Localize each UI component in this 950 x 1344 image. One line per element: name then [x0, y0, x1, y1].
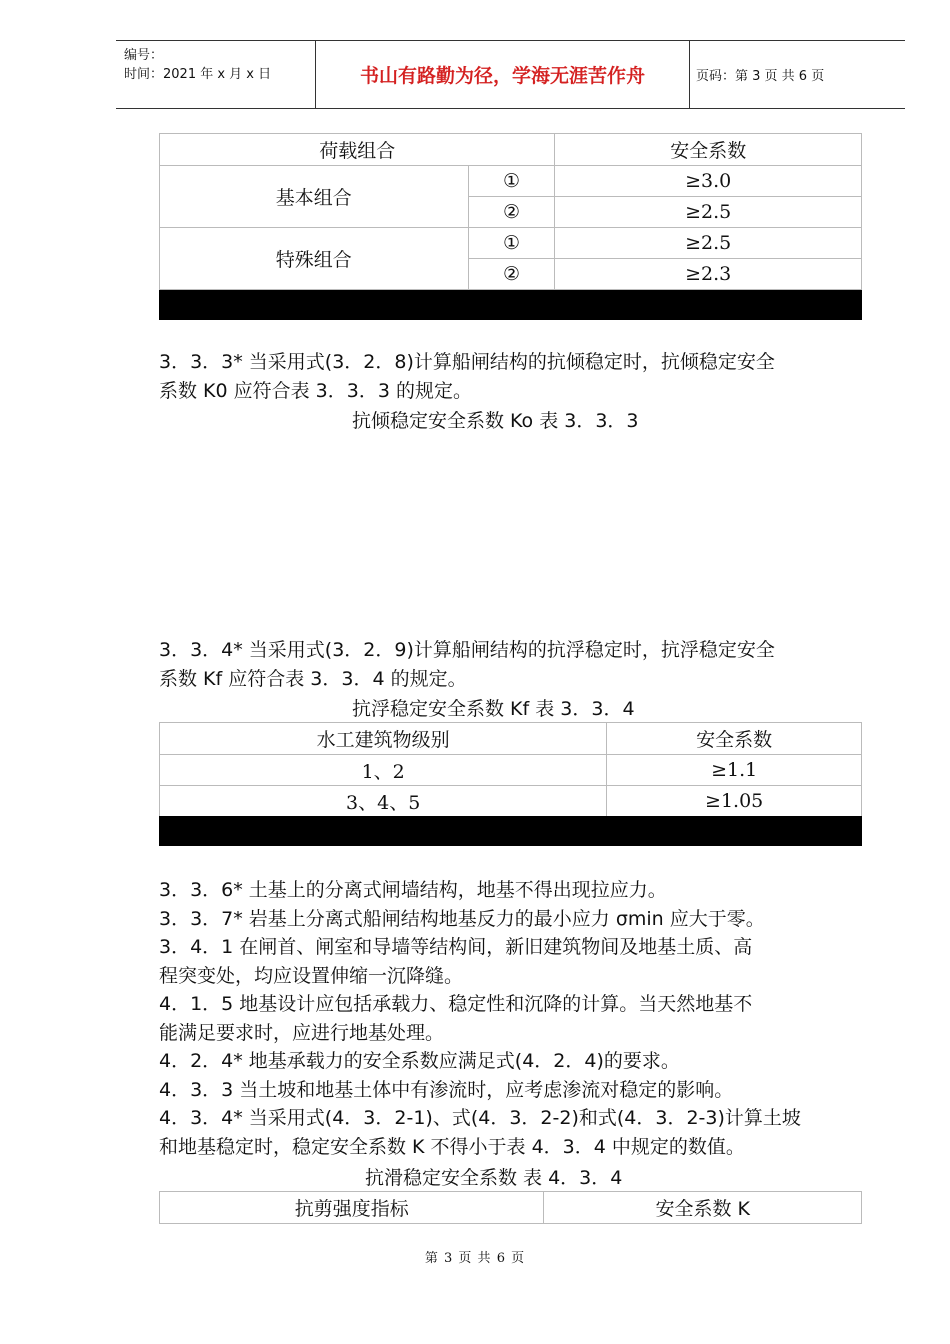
paragraph-line: 3．4．1 在闸首、闸室和导墙等结构间，新旧建筑物间及地基土质、高 — [159, 936, 753, 958]
paragraph-line: 3．3．4* 当采用式(3．2．9)计算船闸结构的抗浮稳定时，抗浮稳定安全 — [159, 639, 775, 661]
table-header-grade: 水工建筑物级别 — [160, 723, 607, 755]
page-header — [116, 40, 905, 109]
anti-float-table — [159, 722, 862, 817]
body-paragraphs — [159, 876, 801, 1161]
table-header-load: 荷载组合 — [160, 134, 555, 166]
paragraph-line: 3．3．7* 岩基上分离式船闸结构地基反力的最小应力 σmin 应大于零。 — [159, 907, 765, 930]
table-footer-bar — [159, 816, 862, 846]
table-header-factor: 安全系数 — [607, 723, 862, 755]
paragraph-line: 能满足要求时，应进行地基处理。 — [159, 1021, 445, 1044]
table-header-factor: 安全系数 K — [544, 1192, 862, 1224]
header-motto: 书山有路勤为径，学海无涯苦作舟 — [316, 41, 690, 108]
paragraph-line: 系数 K0 应符合表 3．3．3 的规定。 — [159, 379, 472, 402]
table-cell-value: ≥2.3 — [555, 259, 862, 290]
paragraph-line: 系数 Kf 应符合表 3．3．4 的规定。 — [159, 667, 467, 690]
caption-table-3-3-3: 抗倾稳定安全系数 Ko 表 3．3．3 — [352, 410, 639, 432]
table-cell-group: 基本组合 — [160, 166, 469, 228]
paragraph-line: 3．3．3* 当采用式(3．2．8)计算船闸结构的抗倾稳定时，抗倾稳定安全 — [159, 351, 775, 373]
table-cell-case: ② — [468, 259, 555, 290]
table-cell-value: ≥1.05 — [607, 786, 862, 817]
paragraph-line: 4．3．3 当土坡和地基土体中有渗流时，应考虑渗流对稳定的影响。 — [159, 1078, 734, 1101]
paragraph-line: 4．3．4* 当采用式(4．3．2-1)、式(4．3．2-2)和式(4．3．2-3)计算土坡 — [159, 1107, 801, 1129]
table-cell-case: ① — [468, 228, 555, 259]
caption-table-3-3-4: 抗浮稳定安全系数 Kf 表 3．3．4 — [352, 698, 635, 720]
table-cell-value: ≥1.1 — [607, 755, 862, 786]
table-cell-grade: 3、4、5 — [160, 786, 607, 817]
paragraph-3-3-4 — [159, 636, 775, 693]
table-cell-case: ① — [468, 166, 555, 197]
paragraph-line: 程突变处，均应设置伸缩一沉降缝。 — [159, 964, 464, 987]
paragraph-3-3-3 — [159, 348, 775, 405]
table-header-strength: 抗剪强度指标 — [160, 1192, 544, 1224]
table-cell-value: ≥3.0 — [555, 166, 862, 197]
load-combination-table — [159, 133, 862, 290]
table-cell-group: 特殊组合 — [160, 228, 469, 290]
table-cell-value: ≥2.5 — [555, 197, 862, 228]
caption-table-4-3-4: 抗滑稳定安全系数 表 4．3．4 — [365, 1167, 623, 1189]
paragraph-line: 和地基稳定时，稳定安全系数 K 不得小于表 4．3．4 中规定的数值。 — [159, 1135, 745, 1158]
table-footer-bar — [159, 290, 862, 320]
table-cell-value: ≥2.5 — [555, 228, 862, 259]
anti-slide-table — [159, 1191, 862, 1224]
paragraph-line: 3．3．6* 土基上的分离式闸墙结构，地基不得出现拉应力。 — [159, 879, 667, 901]
page-footer: 第 3 页 共 6 页 — [424, 1251, 526, 1266]
header-page-info: 页码：第 3 页 共 6 页 — [696, 69, 825, 84]
paragraph-line: 4．2．4* 地基承载力的安全系数应满足式(4．2．4)的要求。 — [159, 1050, 680, 1072]
paragraph-line: 4．1．5 地基设计应包括承载力、稳定性和沉降的计算。当天然地基不 — [159, 993, 753, 1015]
table-header-factor: 安全系数 — [555, 134, 862, 166]
table-cell-case: ② — [468, 197, 555, 228]
code-label: 编号： — [124, 48, 164, 63]
table-cell-grade: 1、2 — [160, 755, 607, 786]
header-meta — [116, 41, 316, 108]
time-label: 时间：2021 年 x 月 x 日 — [124, 67, 272, 82]
